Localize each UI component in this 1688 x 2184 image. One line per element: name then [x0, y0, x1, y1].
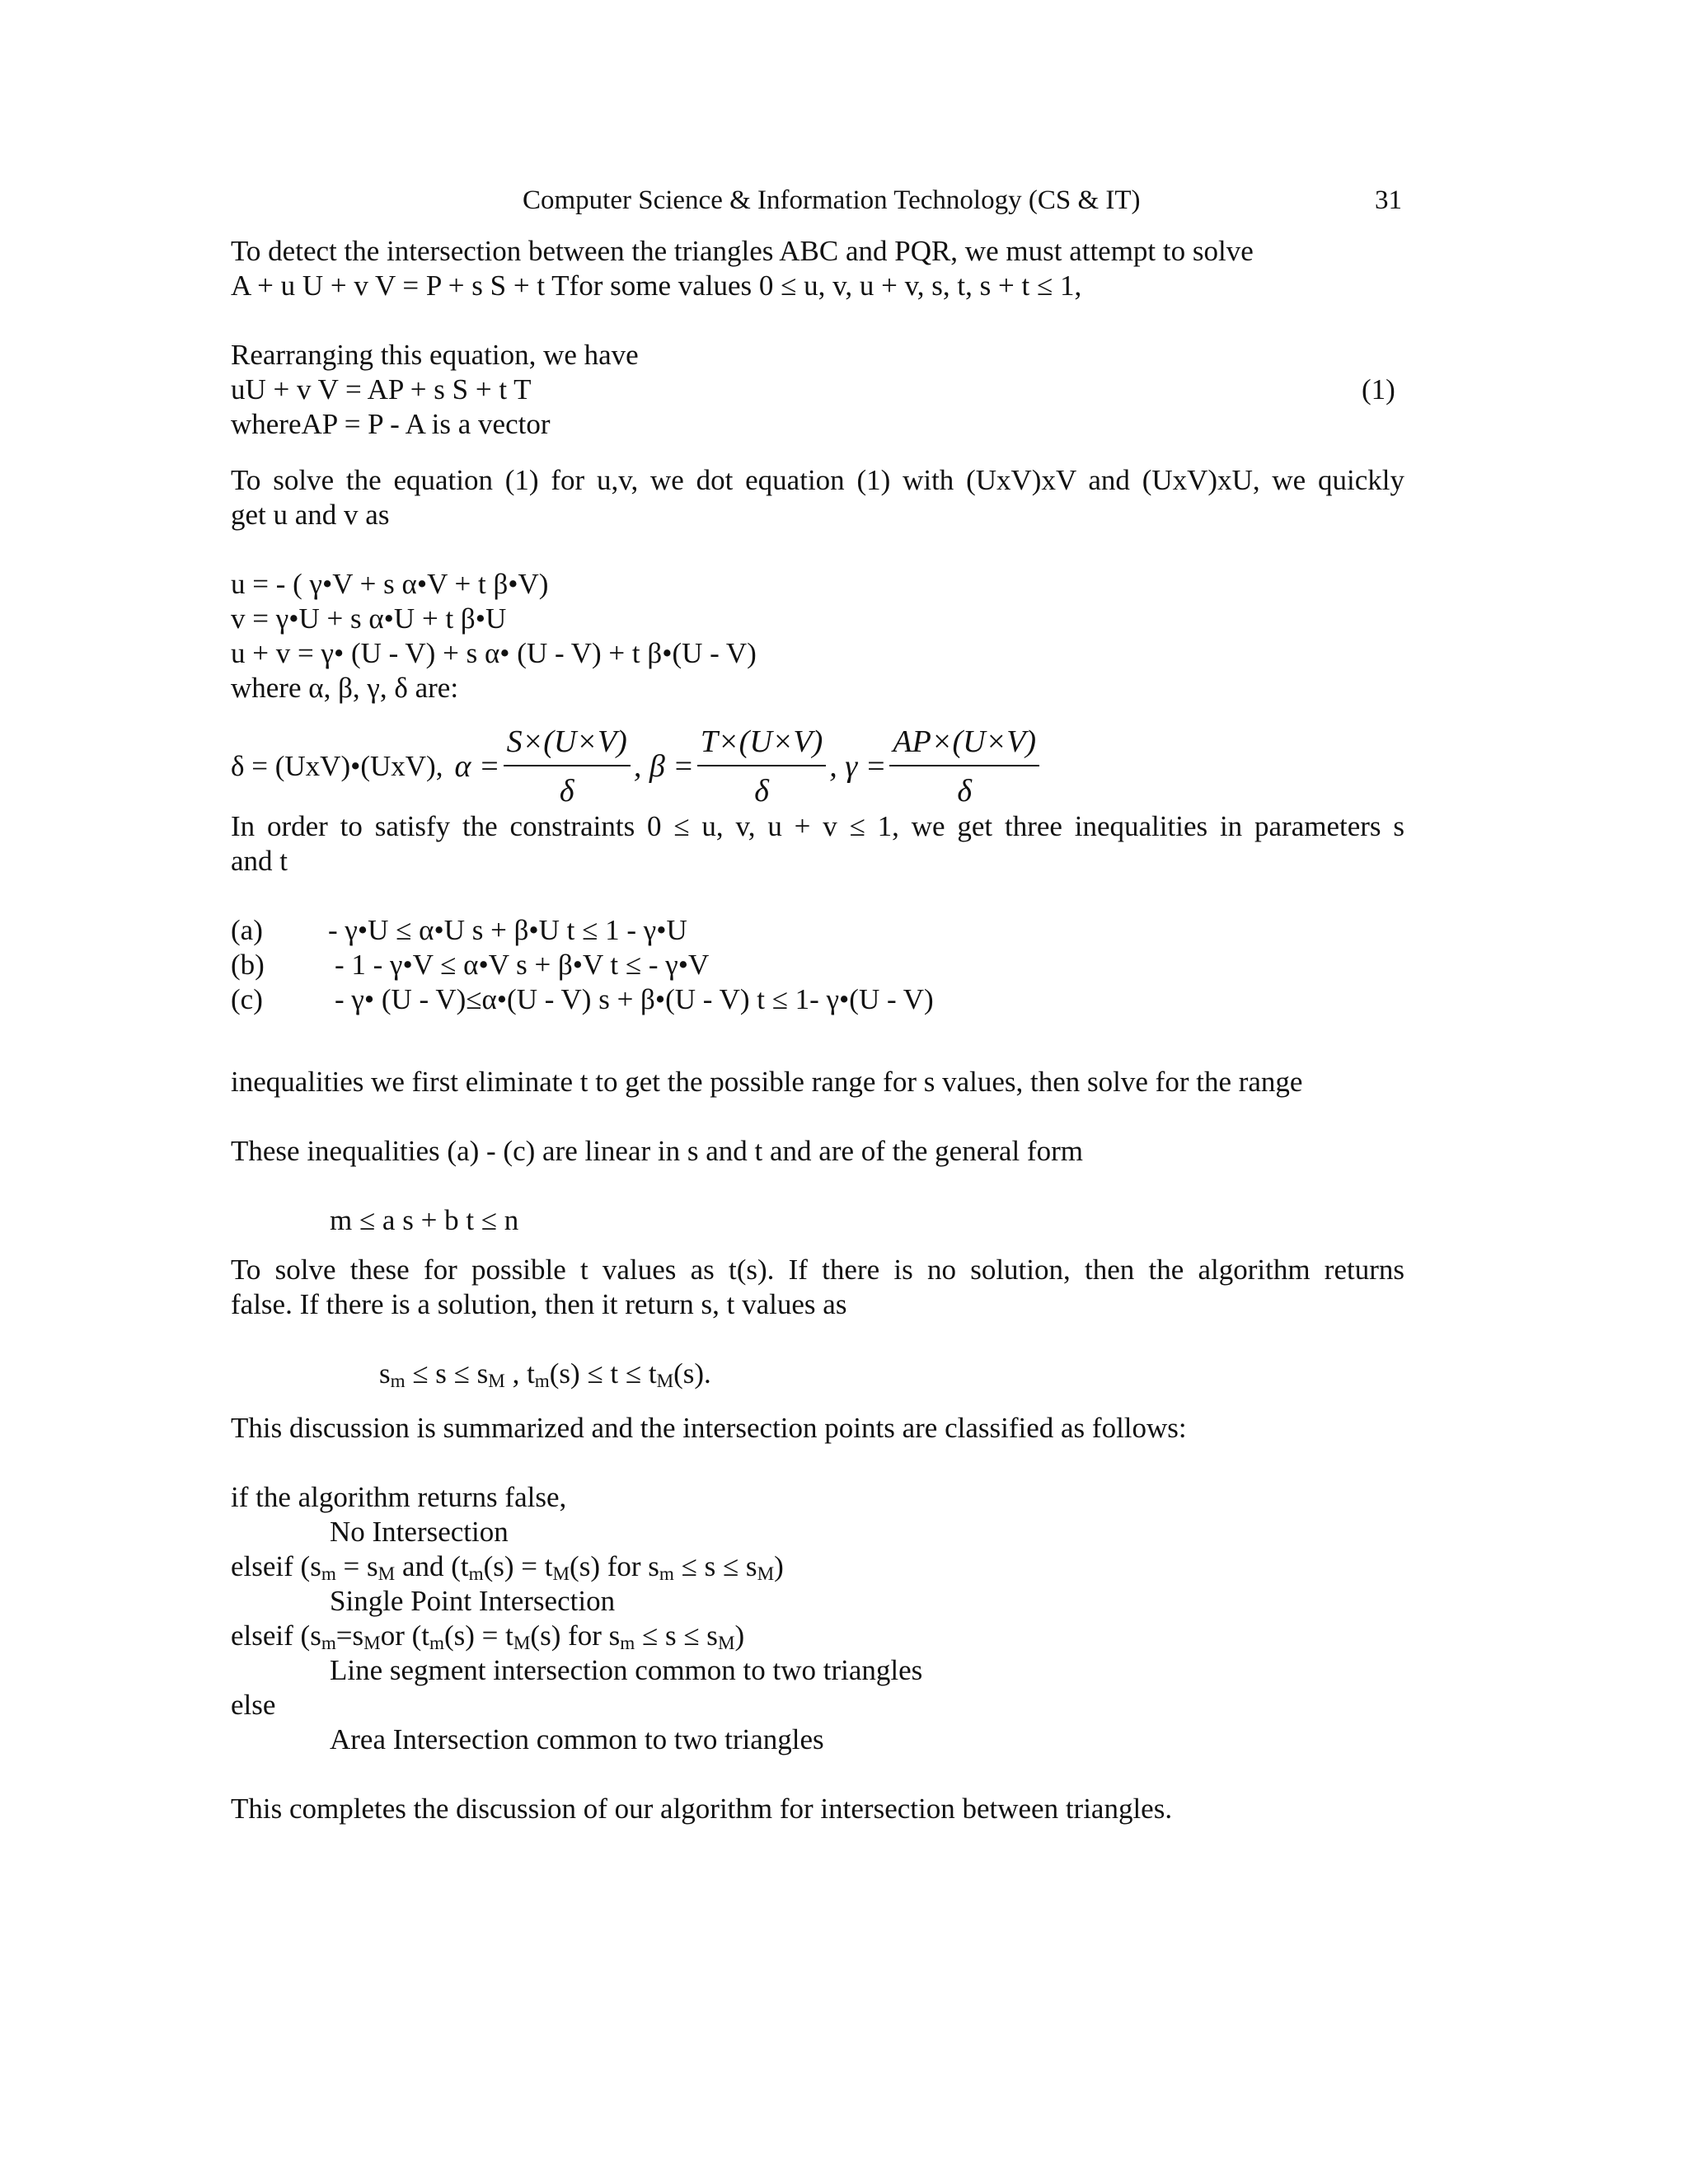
elseif-1-le: ≤ s ≤ s — [673, 1550, 757, 1582]
elseif-1-for-sub-m: m — [659, 1563, 674, 1585]
elseif-2-t-sub-M: M — [513, 1632, 531, 1654]
solution-range — [379, 1357, 711, 1391]
paragraph-1-line-2: A + u U + v V = P + s S + t Tfor some values 0 ≤ u, v, u + v, s, t, s + t ≤ 1, — [231, 269, 1082, 302]
inequality-c: - γ• (U - V)≤α•(U - V) s + β•(U - V) t ≤ 1- γ•(U - V) — [335, 983, 934, 1015]
paragraph-7-line-1: To solve these for possible t values as t(s). If there is no solution, then the algorithm returns — [231, 1254, 1404, 1286]
algo-elseif-single — [231, 1549, 784, 1584]
delta-definition: δ = (UxV)•(UxV), — [231, 750, 443, 782]
inequality-b-label: (b) — [231, 949, 265, 981]
elseif-1-sub-m: m — [321, 1563, 336, 1585]
gamma-denominator: δ — [957, 774, 973, 808]
algo-area: Area Intersection common to two triangles — [330, 1723, 824, 1755]
elseif-2-open: elseif (s — [231, 1619, 321, 1652]
elseif-2-for-sub-m: m — [620, 1632, 635, 1654]
beta-fraction — [697, 724, 826, 809]
gamma-fraction — [889, 724, 1039, 809]
page-number: 31 — [1375, 185, 1402, 215]
equation-u-plus-v: u + v = γ• (U - V) + s α• (U - V) + t β•(U - V) — [231, 637, 757, 669]
elseif-1-and-t: and (t — [395, 1550, 469, 1582]
elseif-1-for-s: (s) for s — [570, 1550, 659, 1582]
gamma-lhs: , γ = — [829, 749, 887, 784]
beta-numerator: T×(U×V) — [697, 724, 826, 766]
elseif-2-sub-M: M — [363, 1632, 381, 1654]
paragraph-6: These inequalities (a) - (c) are linear in s and t and are of the general form — [231, 1135, 1083, 1167]
elseif-1-s-eq-t: (s) = t — [483, 1550, 553, 1582]
range-sub-M: M — [488, 1370, 505, 1392]
elseif-1-t-sub-M: M — [552, 1563, 570, 1585]
algo-elseif-line — [231, 1619, 744, 1653]
algo-else: else — [231, 1689, 276, 1721]
range-t-sub-M: M — [656, 1370, 674, 1392]
inequality-b: - 1 - γ•V ≤ α•V s + β•V t ≤ - γ•V — [335, 949, 710, 981]
elseif-1-t-sub-m: m — [468, 1563, 484, 1585]
elseif-2-s-eq-t: (s) = t — [443, 1619, 513, 1652]
range-t-sub-m: m — [534, 1370, 550, 1392]
paragraph-4-line-1: In order to satisfy the constraints 0 ≤ u, v, u + v ≤ 1, we get three inequalities in parameters s — [231, 810, 1404, 842]
elseif-2-for-sub-M: M — [717, 1632, 735, 1654]
where-greek-line: where α, β, γ, δ are: — [231, 672, 459, 704]
paragraph-9: This completes the discussion of our algorithm for intersection between triangles. — [231, 1793, 1173, 1825]
beta-lhs: , β = — [633, 749, 694, 784]
paragraph-3-line-2: get u and v as — [231, 499, 390, 531]
paragraph-1-line-1: To detect the intersection between the triangles ABC and PQR, we must attempt to solve — [231, 235, 1254, 267]
range-t-mid: (s) ≤ t ≤ t — [549, 1357, 657, 1390]
paragraph-2-line-1: Rearranging this equation, we have — [231, 339, 639, 371]
general-form-inequality: m ≤ a s + b t ≤ n — [330, 1204, 519, 1236]
elseif-2-t-sub-m: m — [429, 1632, 444, 1654]
running-header-title: Computer Science & Information Technology (CS & IT) — [523, 185, 1141, 215]
paragraph-5: inequalities we first eliminate t to get the possible range for s values, then solve for the range — [231, 1066, 1303, 1098]
paragraph-3-line-1: To solve the equation (1) for u,v, we dot equation (1) with (UxV)xV and (UxV)xU, we quickly — [231, 464, 1404, 496]
elseif-1-close: ) — [774, 1550, 784, 1582]
algo-no-intersection: No Intersection — [330, 1516, 509, 1548]
equation-1-number: (1) — [1362, 373, 1395, 405]
elseif-2-or-t: or (t — [380, 1619, 429, 1652]
paragraph-7-line-2: false. If there is a solution, then it return s, t values as — [231, 1288, 847, 1320]
alpha-fraction — [504, 724, 631, 809]
gamma-numerator: AP×(U×V) — [889, 724, 1039, 766]
elseif-1-for-sub-M: M — [757, 1563, 775, 1585]
range-t: , t — [504, 1357, 535, 1390]
paragraph-8: This discussion is summarized and the intersection points are classified as follows: — [231, 1412, 1187, 1444]
range-s: s — [379, 1357, 391, 1390]
equation-u: u = - ( γ•V + s α•V + t β•V) — [231, 568, 549, 600]
equation-v: v = γ•U + s α•U + t β•U — [231, 602, 507, 635]
elseif-1-sub-M: M — [377, 1563, 396, 1585]
elseif-2-close: ) — [734, 1619, 745, 1652]
paragraph-4-line-2: and t — [231, 845, 288, 877]
elseif-2-le: ≤ s ≤ s — [635, 1619, 718, 1652]
elseif-2-for-s: (s) for s — [530, 1619, 621, 1652]
alpha-lhs: α = — [454, 749, 500, 784]
range-end: (s). — [673, 1357, 711, 1390]
algo-single-point: Single Point Intersection — [330, 1585, 616, 1617]
inequality-a: - γ•U ≤ α•U s + β•U t ≤ 1 - γ•U — [328, 914, 687, 946]
inequality-a-label: (a) — [231, 914, 263, 946]
equation-1: uU + v V = AP + s S + t T — [231, 373, 532, 405]
elseif-1-eq: = s — [335, 1550, 378, 1582]
alpha-numerator: S×(U×V) — [504, 724, 631, 766]
elseif-1-open: elseif (s — [231, 1550, 321, 1582]
range-mid: ≤ s ≤ s — [405, 1357, 489, 1390]
greek-definitions-row — [231, 717, 1043, 816]
paragraph-2-line-3: whereAP = P - A is a vector — [231, 408, 551, 440]
inequality-c-label: (c) — [231, 983, 263, 1015]
beta-denominator: δ — [754, 774, 769, 808]
algo-if-line: if the algorithm returns false, — [231, 1481, 567, 1513]
range-sub-m: m — [390, 1370, 406, 1392]
alpha-denominator: δ — [559, 774, 574, 808]
elseif-2-sub-m: m — [321, 1632, 336, 1654]
elseif-2-eq: =s — [335, 1619, 364, 1652]
algo-line-segment: Line segment intersection common to two triangles — [330, 1654, 923, 1686]
